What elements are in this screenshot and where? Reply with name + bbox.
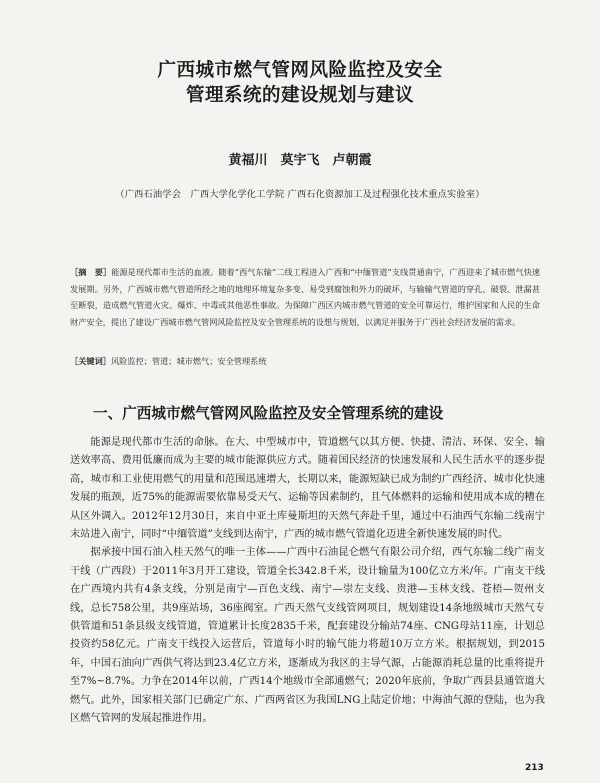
- keywords-text: 风险监控；管道；城市燃气；安全管理系统: [110, 356, 267, 366]
- page-number: 213: [525, 763, 544, 773]
- author-list: 黄福川 莫宇飞 卢朝霞: [228, 153, 372, 168]
- keywords: [70, 354, 540, 368]
- body-text: [70, 434, 545, 729]
- abstract-text: 能源是现代都市生活的血液。随着“西气东输”二线工程进入广西和“中缅管道”支线贯通南宁，广西迎来了城市燃气快速发展期。另外，广西城市燃气管道所经之地的地理环境复杂多变、易受到腐蚀和外力的破坏，与输输气管道的穿孔、破裂、泄漏甚至断裂，造成燃气管道火灾、爆炸、中毒或其他恶性事故。为保障广西区内城市燃气管道的安全可靠运行，维护国家和人民的生命财产安全，提出了建设广西城市燃气管网风险监控及安全管理系统的设想与规划，以满足并服务于广西社会经济发展的需求。: [70, 267, 540, 327]
- paper-title-line-1: 广西城市燃气管网风险监控及安全: [157, 60, 443, 81]
- abstract: [70, 264, 540, 330]
- author-affiliation: （广西石油学会 广西大学化学化工学院 广西石化资源加工及过程强化技术重点实验室）: [115, 189, 485, 200]
- abstract-label: ［摘 要］: [70, 267, 112, 277]
- keywords-label: ［关键词］: [70, 356, 111, 366]
- section-heading: 一、广西城市燃气管网风险监控及安全管理系统的建设: [93, 405, 444, 422]
- paper-title-line-2: 管理系统的建设规划与建议: [185, 85, 414, 106]
- body-paragraph: 能源是现代都市生活的命脉。在大、中型城市中，管道燃气以其方便、快捷、清洁、环保、安全、输送效率高、费用低廉而成为主要的城市能源供应方式。随着国民经济的快速发展和人民生活水平的逐步提高，城市和工业使用燃气的用量和范围迅速增大，长期以来，能源短缺已成为制约广西经济、城市化快速发展的瓶颈，近75%的能源需要依靠易受天气、运输等因素制约，且气体燃料的运输和使用成本成的糟在从区外调入。2012年12月30日，来自中亚土库曼斯坦的天然气奔赴千里，通过中石油西气东输二线南宁末站进入南宁，同时“中缅管道”支线到达南宁，广西的城市燃气管道化迈进全新快速发展的时代。: [70, 437, 545, 541]
- paper-title: [0, 58, 600, 108]
- body-paragraph: 据承接中国石油入桂天然气的唯一主体——广西中石油昆仑燃气有限公司介绍，西气东输二线广南支干线（广西段）于2011年3月开工建设，管道全长342.8千米，设计输量为100亿立方米/年。广南支干线在广西境内共有4条支线，分别是南宁—百色支线、南宁—崇左支线、贵港—玉林支线、苍梧—贺州支线，总长758公里，共9座站场，36座阀室。广西天然气支线管网项目，规划建设14条地级城市天然气专供管道和51条县级支线管道，管道累计长度2835千米，配套建设分输站74座、CNG母站11座，计划总投资约58亿元。广南支干线投入运营后，管道每小时的输气能力将超10万立方米。根据规划，到2015年，中国石油向广西供气将达到23.4亿立方米，逐渐成为我区的主导气源，占能源消耗总量的比重将提升至7%~8.7%。力争在2014年以前，广西14个地级市全部通燃气；2020年底前，争取广西县县通管道大燃气。此外，国家相关部门已确定广东、广西两省区为我国LNG上陆定价地；中海油气源的登陆，也为我区燃气管网的发展起推进作用。: [70, 547, 545, 725]
